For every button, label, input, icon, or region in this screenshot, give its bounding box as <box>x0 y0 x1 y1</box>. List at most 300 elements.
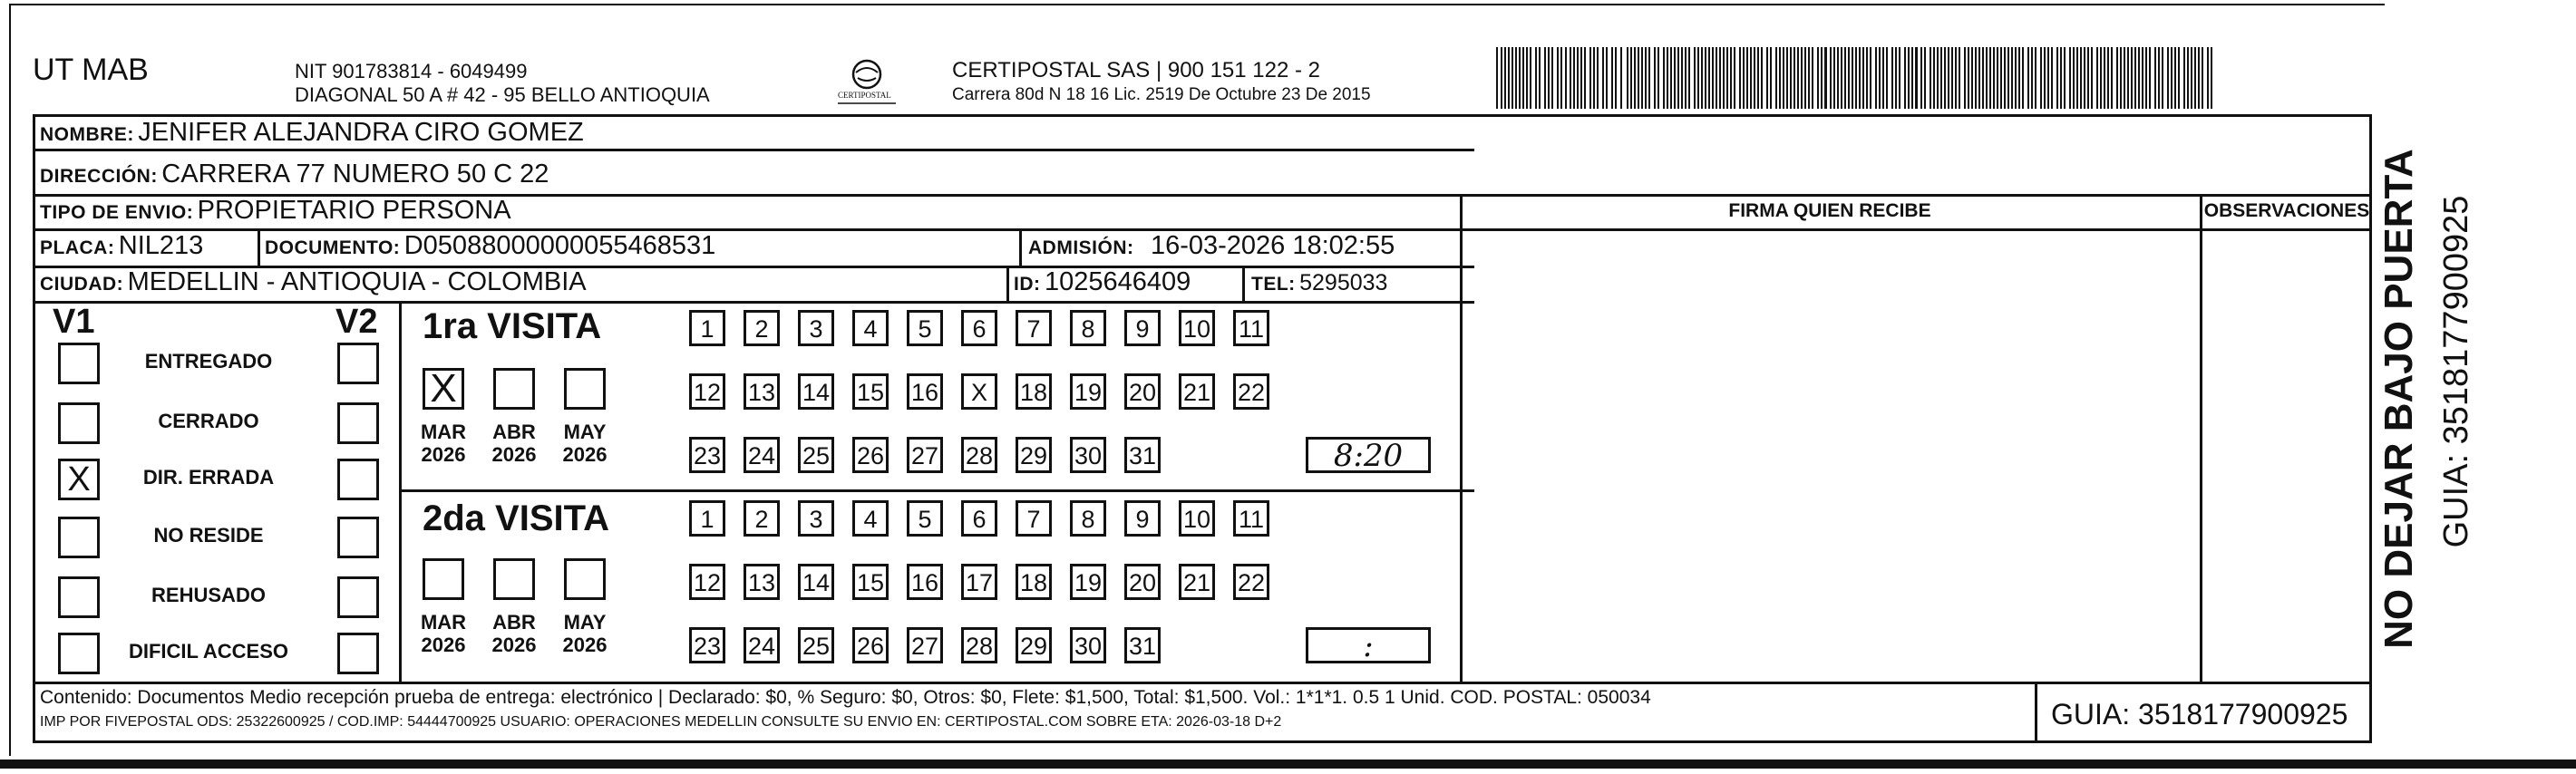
day-box[interactable]: 27 <box>907 627 943 663</box>
barcode-bar <box>1526 47 1528 109</box>
barcode-bar <box>1930 47 1931 109</box>
day-box[interactable]: 26 <box>852 627 889 663</box>
barcode-bar <box>1615 47 1617 109</box>
barcode-bar <box>1833 47 1835 109</box>
day-box[interactable]: 12 <box>689 564 725 600</box>
barcode-bar <box>2162 47 2163 109</box>
barcode-bar <box>2194 47 2196 109</box>
day-box[interactable]: 30 <box>1070 437 1106 473</box>
status-label: DIFICIL ACCESO <box>128 640 288 663</box>
barcode-bar <box>2091 47 2093 109</box>
barcode-bar <box>1620 47 1622 109</box>
barcode-bar <box>1904 47 1906 109</box>
barcode-bar <box>1734 47 1735 109</box>
row-line <box>33 301 1474 304</box>
barcode-bar <box>1560 47 1562 109</box>
barcode-bar <box>1895 47 1897 109</box>
barcode-bar <box>1648 47 1650 109</box>
barcode-bar <box>1793 47 1795 109</box>
admision-label: ADMISIÓN: <box>1028 237 1134 258</box>
barcode-bar <box>2104 47 2105 109</box>
barcode-bar <box>1982 47 1984 109</box>
status-v2-checkbox[interactable] <box>337 402 379 444</box>
tipo-value: PROPIETARIO PERSONA <box>197 196 511 225</box>
barcode-bar <box>2047 47 2049 109</box>
barcode-bar <box>1634 47 1636 109</box>
barcode-bar <box>1808 47 1810 109</box>
day-box[interactable]: 21 <box>1179 564 1215 600</box>
day-box[interactable]: X <box>961 373 997 410</box>
barcode-bar <box>1975 47 1977 109</box>
barcode-bar <box>1746 47 1748 109</box>
barcode-bar <box>2044 47 2046 109</box>
ciudad-row <box>40 267 587 297</box>
barcode-bar <box>1852 47 1853 109</box>
day-box[interactable]: 21 <box>1179 373 1215 410</box>
month-label: ABR <box>492 421 536 443</box>
day-box[interactable]: 22 <box>1233 564 1269 600</box>
admision-value: 16-03-2026 18:02:55 <box>1150 231 1395 260</box>
barcode-bar <box>2018 47 2020 109</box>
barcode-bar <box>1989 47 1991 109</box>
barcode-bar <box>1993 47 1995 109</box>
barcode-bar <box>1701 47 1703 109</box>
barcode-bar <box>1844 47 1846 109</box>
barcode-bar <box>2069 47 2071 109</box>
month-year: 2026 <box>491 443 537 466</box>
status-label: DIR. ERRADA <box>142 466 275 489</box>
barcode-bar <box>2051 47 2053 109</box>
status-v2-checkbox[interactable] <box>337 459 379 500</box>
barcode-bar <box>2142 47 2143 109</box>
firma-header: FIRMA QUIEN RECIBE <box>1728 200 1931 221</box>
day-box[interactable]: 13 <box>744 564 780 600</box>
barcode-bar <box>1593 47 1595 109</box>
col-line <box>399 301 402 682</box>
month-label: ABR <box>492 611 536 634</box>
barcode-bar <box>1512 47 1513 109</box>
logo-text: CERTIPOSTAL <box>838 91 891 100</box>
barcode-bar <box>1530 47 1531 109</box>
brand-name: UT MAB <box>33 53 149 87</box>
month-checkbox[interactable] <box>564 558 606 600</box>
day-box[interactable]: 15 <box>852 373 889 410</box>
month-year: 2026 <box>562 634 608 656</box>
day-box[interactable]: 26 <box>852 437 889 473</box>
barcode-bar <box>1565 47 1567 109</box>
day-box[interactable]: 14 <box>798 564 834 600</box>
barcode-bar <box>1948 47 1949 109</box>
barcode-bar <box>2207 47 2209 109</box>
day-box[interactable]: 8 <box>1070 500 1106 537</box>
day-box[interactable]: 11 <box>1233 500 1269 537</box>
month-label: MAY <box>563 611 607 634</box>
barcode-bar <box>1504 47 1506 109</box>
status-v2-checkbox[interactable] <box>337 343 379 384</box>
barcode-bar <box>1775 47 1777 109</box>
barcode-bar <box>1697 47 1699 109</box>
company-nit: NIT 901783814 - 6049499 <box>295 60 528 82</box>
day-box[interactable]: 3 <box>798 500 834 537</box>
v1-label: V1 <box>53 303 95 341</box>
col-line <box>1242 266 1245 301</box>
barcode-bar <box>1757 47 1759 109</box>
admision-row <box>1028 231 1395 261</box>
barcode-bar <box>1870 47 1871 109</box>
barcode-bar <box>1821 47 1823 109</box>
barcode-bar <box>2015 47 2017 109</box>
month-checkbox[interactable]: X <box>423 368 464 410</box>
barcode-bar <box>1743 47 1745 109</box>
month-checkbox[interactable] <box>493 368 535 410</box>
day-box[interactable]: 6 <box>961 310 997 346</box>
barcode-bar <box>1719 47 1721 109</box>
barcode-bar <box>2131 47 2133 109</box>
observaciones-header: OBSERVACIONES <box>2203 200 2370 221</box>
barcode-bar <box>2149 47 2151 109</box>
col-line <box>2200 194 2202 682</box>
barcode-bar <box>1824 47 1827 109</box>
barcode-bar <box>1915 47 1918 109</box>
barcode-bar <box>1577 47 1579 109</box>
top-rule <box>9 4 2385 5</box>
status-v1-checkbox[interactable]: X <box>58 459 100 500</box>
day-box[interactable]: 10 <box>1179 500 1215 537</box>
barcode-bar <box>1712 47 1714 109</box>
barcode-bar <box>1606 47 1608 109</box>
day-box[interactable]: 29 <box>1016 627 1052 663</box>
barcode-bar <box>2202 47 2203 109</box>
barcode-bar <box>1645 47 1647 109</box>
day-box[interactable]: 4 <box>852 500 889 537</box>
footer-content: Contenido: Documentos Medio recepción prueba de entrega: electrónico | Declarado: $0, % Seguro: $0, Otros: $0, Flete: $1,500, Total: $1,500. Vol.: 1*1*1. 0.5 1 Unid. COD. POSTAL: 050034 <box>40 687 1651 708</box>
barcode-bar <box>2027 47 2029 109</box>
barcode-bar <box>1535 47 1537 109</box>
month-year: 2026 <box>491 634 537 656</box>
barcode-bar <box>1688 47 1690 109</box>
barcode-bar <box>1630 47 1632 109</box>
barcode-bar <box>1875 47 1877 109</box>
day-box[interactable]: 5 <box>907 310 943 346</box>
barcode-bar <box>1971 47 1973 109</box>
barcode-bar <box>1812 47 1813 109</box>
barcode-bar <box>1708 47 1710 109</box>
day-box[interactable]: 1 <box>689 310 725 346</box>
barcode-bar <box>2120 47 2122 109</box>
visit1-title: 1ra VISITA <box>423 306 602 346</box>
barcode-bar <box>1663 47 1665 109</box>
col-line <box>1019 228 1022 266</box>
ciudad-value: MEDELLIN - ANTIOQUIA - COLOMBIA <box>127 267 587 296</box>
day-box[interactable]: 9 <box>1124 500 1161 537</box>
day-box[interactable]: 23 <box>689 627 725 663</box>
day-box[interactable]: 23 <box>689 437 725 473</box>
nombre-row <box>40 118 584 148</box>
day-box[interactable]: 8 <box>1070 310 1106 346</box>
barcode-bar <box>1557 47 1559 109</box>
barcode-bar <box>1879 47 1881 109</box>
barcode-bar <box>1723 47 1725 109</box>
barcode-bar <box>1848 47 1850 109</box>
barcode-bar <box>1855 47 1857 109</box>
barcode-bar <box>1573 47 1575 109</box>
barcode-bar <box>2000 47 2002 109</box>
barcode-bar <box>1627 47 1628 109</box>
barcode-bar <box>1580 47 1582 109</box>
barcode-bar <box>2107 47 2109 109</box>
barcode-bar <box>1817 47 1819 109</box>
barcode-bar <box>1786 47 1788 109</box>
documento-row <box>265 231 715 261</box>
day-box[interactable]: 29 <box>1016 437 1052 473</box>
barcode-bar <box>1766 47 1768 109</box>
direccion-label: DIRECCIÓN: <box>40 166 158 187</box>
barcode-bar <box>1951 47 1953 109</box>
barcode-bar <box>1891 47 1893 109</box>
tel-label: TEL: <box>1251 274 1296 295</box>
month-checkbox[interactable] <box>493 558 535 600</box>
tipo-row <box>40 196 511 226</box>
barcode-bar <box>2178 47 2180 109</box>
barcode-bar <box>1730 47 1732 109</box>
barcode-bar <box>1804 47 1806 109</box>
day-box[interactable]: 16 <box>907 373 943 410</box>
barcode-bar <box>2211 47 2212 109</box>
day-box[interactable]: 19 <box>1070 564 1106 600</box>
footer-line <box>33 682 2372 684</box>
barcode-bar <box>2127 47 2129 109</box>
barcode-bar <box>2167 47 2169 109</box>
nombre-value: JENIFER ALEJANDRA CIRO GOMEZ <box>138 118 584 147</box>
barcode-bar <box>2011 47 2013 109</box>
barcode-bar <box>1866 47 1868 109</box>
month-year: 2026 <box>421 634 466 656</box>
barcode-bar <box>1801 47 1803 109</box>
barcode-bar <box>1685 47 1687 109</box>
barcode-bar <box>2116 47 2118 109</box>
day-box[interactable]: 28 <box>961 627 997 663</box>
placa-label: PLACA: <box>40 237 115 258</box>
month-checkbox[interactable] <box>423 558 464 600</box>
month-year: 2026 <box>562 443 608 466</box>
barcode-bar <box>2060 47 2062 109</box>
barcode-bar <box>1937 47 1939 109</box>
footer-imp: IMP POR FIVEPOSTAL ODS: 25322600925 / COD.IMP: 54444700925 USUARIO: OPERACIONES MEDELLIN CONSULTE SU ENVIO EN: CERTIPOSTAL.COM SOBRE ETA: 2026-03-18 D+2 <box>40 714 1282 730</box>
barcode-bar <box>1964 47 1966 109</box>
day-box[interactable]: 30 <box>1070 627 1106 663</box>
barcode-bar <box>1681 47 1683 109</box>
barcode-bar <box>1611 47 1613 109</box>
day-box[interactable]: 28 <box>961 437 997 473</box>
barcode-bar <box>1501 47 1502 109</box>
month-checkbox[interactable] <box>564 368 606 410</box>
barcode-bar <box>1978 47 1980 109</box>
barcode-bar <box>1940 47 1942 109</box>
barcode-bar <box>1584 47 1586 109</box>
barcode-bar <box>1670 47 1672 109</box>
col-line <box>258 228 260 266</box>
barcode-bar <box>2183 47 2185 109</box>
day-box[interactable]: 27 <box>907 437 943 473</box>
row-line <box>33 149 1474 151</box>
day-box[interactable]: 24 <box>744 627 780 663</box>
id-value: 1025646409 <box>1044 267 1191 296</box>
placa-row <box>40 231 203 261</box>
barcode-bar <box>1602 47 1604 109</box>
barcode-bar <box>1841 47 1842 109</box>
barcode-bar <box>2040 47 2042 109</box>
barcode-bar <box>2158 47 2160 109</box>
barcode-bar <box>2100 47 2102 109</box>
id-label: ID: <box>1014 274 1041 295</box>
day-box[interactable]: 25 <box>798 627 834 663</box>
status-v2-checkbox[interactable] <box>337 576 379 618</box>
barcode-bar <box>1548 47 1550 109</box>
barcode-bar <box>1522 47 1524 109</box>
barcode-bar <box>1837 47 1839 109</box>
month-label: MAR <box>420 611 467 634</box>
barcode-bar <box>1519 47 1521 109</box>
month-label: MAR <box>420 421 467 443</box>
barcode-bar <box>2198 47 2200 109</box>
day-box[interactable]: 20 <box>1124 373 1161 410</box>
day-box[interactable]: 18 <box>1016 564 1052 600</box>
barcode-bar <box>2111 47 2113 109</box>
barcode-bar <box>2080 47 2082 109</box>
barcode-bar <box>1920 47 1922 109</box>
barcode-bar <box>2174 47 2176 109</box>
tel-row <box>1251 270 1387 296</box>
day-box[interactable]: 18 <box>1016 373 1052 410</box>
day-box[interactable]: 11 <box>1233 310 1269 346</box>
barcode-bar <box>1899 47 1900 109</box>
time-box[interactable]: : <box>1306 627 1431 663</box>
barcode-bar <box>2087 47 2089 109</box>
status-label: ENTREGADO <box>144 350 273 372</box>
day-box[interactable]: 7 <box>1016 500 1052 537</box>
barcode-bar <box>1508 47 1510 109</box>
month-label: MAY <box>563 421 607 443</box>
day-box[interactable]: 2 <box>744 310 780 346</box>
day-box[interactable]: 25 <box>798 437 834 473</box>
barcode-bar <box>1955 47 1957 109</box>
barcode-bar <box>1544 47 1546 109</box>
id-row <box>1014 267 1191 297</box>
day-box[interactable]: 19 <box>1070 373 1106 410</box>
day-box[interactable]: 20 <box>1124 564 1161 600</box>
barcode-bar <box>1570 47 1571 109</box>
barcode-bar <box>1761 47 1763 109</box>
v2-label: V2 <box>335 303 378 341</box>
day-box[interactable]: 7 <box>1016 310 1052 346</box>
barcode-bar <box>1779 47 1781 109</box>
day-box[interactable]: 2 <box>744 500 780 537</box>
day-box[interactable]: 15 <box>852 564 889 600</box>
day-box[interactable]: 12 <box>689 373 725 410</box>
day-box[interactable]: 13 <box>744 373 780 410</box>
day-box[interactable]: 22 <box>1233 373 1269 410</box>
barcode-bar <box>1496 47 1498 109</box>
day-box[interactable]: 5 <box>907 500 943 537</box>
barcode-bar <box>2064 47 2066 109</box>
barcode-bar <box>1986 47 1988 109</box>
footer-guia: GUIA: 3518177900925 <box>2051 698 2348 730</box>
day-box[interactable]: 16 <box>907 564 943 600</box>
barcode-bar <box>2187 47 2189 109</box>
barcode-bar <box>1726 47 1728 109</box>
day-box[interactable]: 14 <box>798 373 834 410</box>
status-label: REHUSADO <box>151 584 266 606</box>
barcode-bar <box>1694 47 1696 109</box>
barcode-bar <box>2096 47 2098 109</box>
time-box[interactable]: 8:20 <box>1306 437 1431 473</box>
day-box[interactable]: 31 <box>1124 437 1161 473</box>
barcode-bar <box>1783 47 1784 109</box>
certipostal-logo-icon <box>832 56 901 111</box>
day-box[interactable]: 17 <box>961 564 997 600</box>
status-v2-checkbox[interactable] <box>337 633 379 674</box>
barcode-bar <box>2124 47 2125 109</box>
barcode-bar <box>2134 47 2136 109</box>
barcode-bar <box>1667 47 1668 109</box>
barcode-bar <box>2056 47 2058 109</box>
ciudad-label: CIUDAD: <box>40 274 124 295</box>
visit2-title: 2da VISITA <box>423 498 609 538</box>
barcode-bar <box>1908 47 1910 109</box>
day-box[interactable]: 24 <box>744 437 780 473</box>
barcode-bar <box>1716 47 1717 109</box>
barcode-bar <box>2076 47 2078 109</box>
barcode-bar <box>1515 47 1517 109</box>
barcode-bar <box>2191 47 2192 109</box>
day-box[interactable]: 4 <box>852 310 889 346</box>
status-v2-checkbox[interactable] <box>337 517 379 558</box>
barcode-bar <box>1944 47 1946 109</box>
barcode-bar <box>1589 47 1591 109</box>
day-box[interactable]: 1 <box>689 500 725 537</box>
barcode-bar <box>1705 47 1706 109</box>
placa-value: NIL213 <box>118 231 204 260</box>
documento-value: D05088000000055468531 <box>403 231 716 260</box>
day-box[interactable]: 3 <box>798 310 834 346</box>
side-guia: GUIA: 3518177900925 <box>2437 195 2475 548</box>
nombre-label: NOMBRE: <box>40 124 134 145</box>
barcode-bar <box>1641 47 1643 109</box>
company-address: DIAGONAL 50 A # 42 - 95 BELLO ANTIOQUIA <box>295 83 710 106</box>
barcode-bar <box>2138 47 2140 109</box>
barcode-bar <box>1638 47 1639 109</box>
barcode-bar <box>1924 47 1926 109</box>
tipo-label: TIPO DE ENVIO: <box>40 202 194 223</box>
row-line <box>399 489 1474 492</box>
day-box[interactable]: 10 <box>1179 310 1215 346</box>
day-box[interactable]: 31 <box>1124 627 1161 663</box>
barcode-bar <box>1886 47 1888 109</box>
barcode-bar <box>1862 47 1864 109</box>
barcode-bar <box>2004 47 2006 109</box>
barcode-bar <box>1750 47 1752 109</box>
barcode-bar <box>1968 47 1969 109</box>
day-box[interactable]: 6 <box>961 500 997 537</box>
barcode-bar <box>1551 47 1553 109</box>
status-label: CERRADO <box>158 410 259 432</box>
col-line <box>1460 194 1463 682</box>
barcode-bar <box>1739 47 1741 109</box>
day-box[interactable]: 9 <box>1124 310 1161 346</box>
barcode-bar <box>2171 47 2173 109</box>
courier-license: Carrera 80d N 18 16 Lic. 2519 De Octubre 23 De 2015 <box>952 85 1371 104</box>
col-line <box>2035 682 2037 743</box>
